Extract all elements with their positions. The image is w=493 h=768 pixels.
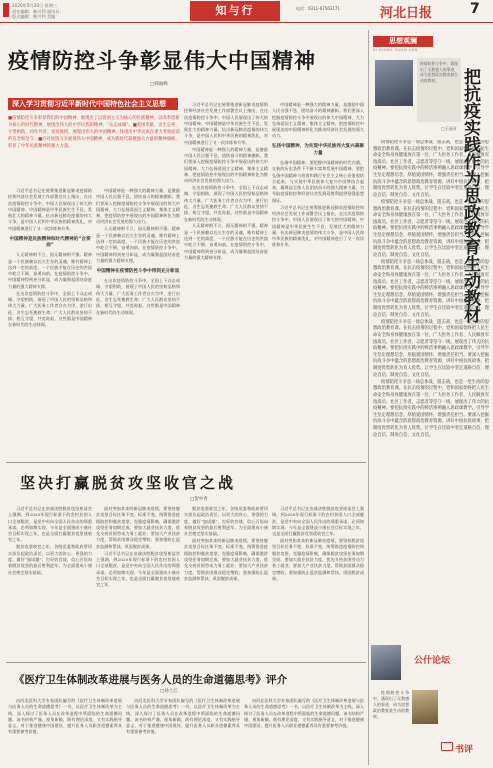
author-photo-2 <box>371 645 401 680</box>
header-phone: 电话：0311-67563171 <box>296 6 340 11</box>
article1-paragraph: 人无精神则不立，国无精神则不强。精神是一个民族赖以长久生存的灵魂，唯有精神上达到一定的高度，一个民族才能在历史的洪流中屹立不倒、奋勇向前。在疫情防控斗争中，中国精神得到充分彰显，成为凝聚起团结奋进力量的强大精神支撑。 <box>96 226 180 263</box>
article1-paragraph: 习近平总书记在统筹推进新冠肺炎疫情防控和经济社会发展工作部署会议上指出，在这次疫情防控斗争中，中国人民展现出了伟大的中国精神。中国精神是中华民族生生不息、发展壮大的精神力量。抗击新冠肺炎疫情的伟大斗争，是中国人民和中华民族的精神洗礼，对中国精神进行了又一次淬炼和升华。 <box>8 188 92 231</box>
forum-body <box>373 690 409 760</box>
page-number: 7 <box>470 1 480 17</box>
article2-headline: 坚决打赢脱贫攻坚收官之战 <box>20 474 237 492</box>
article1-section-heading-3: 中国精神在疫情防控斗争中得到充分彰显 <box>96 268 180 274</box>
article2-byline: □贺中青 <box>190 497 208 502</box>
article2-column-1 <box>8 506 92 656</box>
article2-paragraph: 脱贫攻坚收官之年，各级党委和政府要切实担负起政治责任，以更大的决心、更强的力度，做好“加试题”、打好收官战，信心百倍向着脱贫攻坚的最后胜利进军，为全面建成小康社会奠定坚实基础。 <box>184 506 268 537</box>
article1-column-4 <box>272 102 364 458</box>
article1-intro: ■疫情防控斗争彰显我们的中国精神，展现出了以爱国主义为核心的民族精神、以改革创新为核心的时代精神，展现出伟大的中华民族的精神，“众志成城”。■爱国奉献、舍生忘死、守望相助、同舟共济、星夜驰援，展现出伟大的中国精神，体现出中华民族在重大考验面前的信念和坚守。■应对疫情斗争展现伟大中国精神，成为新时代凝聚强大力量的精神旗帜，彰显了中华民族精神的强大力量。 <box>8 116 180 149</box>
article3-column-3 <box>244 698 364 764</box>
article2-column-4 <box>272 506 364 656</box>
article1-paragraph: 在这次疫情防控斗争中，全国上下众志成城、守望相助，展现了中国人民的坚韧品格和伟大力量。广大医务工作者白衣为甲、逆行出征，舍生忘死挽救生命；广大人民群众坚韧不拔、相互守望，共克时艰。这些都是中国精神在新时代的生动体现。 <box>96 278 180 315</box>
header-rule <box>0 22 493 23</box>
article2-paragraph: 习近平总书记在决战决胜脱贫攻坚座谈会上强调，到2020年现行标准下的农村贫困人口全部脱贫，是党中央向全国人民作出的郑重承诺，必须如期实现。今年是全面建成小康社会目标实现之年，也是全面打赢脱贫攻坚战收官之年。 <box>8 506 92 543</box>
article1-paragraph: 中国精神是一种强大的精神力量，是激励中国人民自强不息、团结奋斗的精神旗帜。我们要深入挖掘疫情防控斗争中展现出的伟大中国精神，大力弘扬爱国主义精神、集体主义精神，把疫情防控中展现出的中国精神转化为推动经济社会发展的强大动力。 <box>96 188 180 225</box>
sidebar-tag: 思想观澜 <box>373 36 433 47</box>
sidebar-paragraph: 疫情防控斗争是一场总体战、阻击战，也是一堂生动的思想政治教育课。在抗击疫情的过程中，党和国家始终把人民生命安全和身体健康放在第一位，广大医务工作者、人民解放军指战员、社区工作者、志愿者等坚守一线，展现出了伟大的抗疫精神。要把抗疫实践中的鲜活事例融入思政课教学，引导学生坚定理想信念，厚植爱国情怀，增强责任担当。要深入挖掘抗疫斗争中蕴含的思想政治教育资源，讲好中国抗疫故事，把制度优势转化为育人优势，让学生在比较中坚定道路自信、理论自信、制度自信、文化自信。 <box>373 379 489 438</box>
article1-paragraph: 人无精神则不立，国无精神则不强。精神是一个民族赖以长久生存的灵魂，唯有精神上达到一定的高度，一个民族才能在历史的洪流中屹立不倒、奋勇向前。在疫情防控斗争中，中国精神得到充分彰显，成为凝聚起团结奋进力量的强大精神支撑。 <box>184 223 268 260</box>
header-mark <box>3 3 9 17</box>
article2-paragraph: 面对突如其来的新冠肺炎疫情，要坚持脱贫攻坚目标任务不变、标准不变，统筹推进疫情防控和脱贫攻坚，克服疫情影响，确保脱贫攻坚任务如期完成。要加大就业扶贫力度，优先支持贫困劳动力务工就业；要加大产业扶贫力度，帮助贫困群众稳定增收；要加强防止返贫监测和帮扶，巩固脱贫成果。 <box>96 506 180 549</box>
article1-paragraph: 中国精神是一种强大的精神力量，是激励中国人民自强不息、团结奋斗的精神旗帜。我们要深入挖掘疫情防控斗争中展现出的伟大中国精神，大力弘扬爱国主义精神、集体主义精神，把疫情防控中展现出的中国精神转化为推动经济社会发展的强大动力。 <box>184 146 268 184</box>
article1-paragraph: 中国精神是一种强大的精神力量，是激励中国人民自强不息、团结奋斗的精神旗帜。我们要深入挖掘疫情防控斗争中展现出的伟大中国精神，大力弘扬爱国主义精神、集体主义精神，把疫情防控中展现出的中国精神转化为推动经济社会发展的强大动力。 <box>272 102 364 139</box>
column-divider <box>368 30 369 765</box>
article1-banner: 深入学习贯彻习近平新时代中国特色社会主义思想 <box>8 98 178 110</box>
article2-column-2 <box>96 506 180 656</box>
sidebar-paragraph: 疫情防控斗争是一场总体战、阻击战，也是一堂生动的思想政治教育课。在抗击疫情的过程中，党和国家始终把人民生命安全和身体健康放在第一位，广大医务工作者、人民解放军指战员、社区工作者、志愿者等坚守一线，展现出了伟大的抗疫精神。要把抗疫实践中的鲜活事例融入思政课教学，引导学生坚定理想信念，厚植爱国情怀，增强责任担当。要深入挖掘抗疫斗争中蕴含的思想政治教育资源，讲好中国抗疫故事，把制度优势转化为育人优势，让学生在比较中坚定道路自信、理论自信、制度自信、文化自信。 <box>373 319 489 378</box>
author-photo <box>375 60 413 106</box>
article1-column-2 <box>96 188 180 458</box>
article1-section-heading-4: 弘扬中国精神，为实现中华民族伟大复兴凝聚力量 <box>272 144 364 156</box>
section-divider <box>6 462 366 463</box>
book-icon <box>441 742 453 751</box>
forum-tag: 公什论坛 <box>414 656 451 666</box>
header-meta <box>12 3 92 20</box>
article1-paragraph: 习近平总书记在统筹推进新冠肺炎疫情防控和经济社会发展工作部署会议上指出，在这次疫情防控斗争中，中国人民展现出了伟大的中国精神。中国精神是中华民族生生不息、发展壮大的精神力量。抗击新冠肺炎疫情的伟大斗争，是中国人民和中华民族的精神洗礼，对中国精神进行了又一次淬炼和升华。 <box>184 102 268 145</box>
article2-paragraph: 面对突如其来的新冠肺炎疫情，要坚持脱贫攻坚目标任务不变、标准不变，统筹推进疫情防控和脱贫攻坚，克服疫情影响，确保脱贫攻坚任务如期完成。要加大就业扶贫力度，优先支持贫困劳动力务工就业；要加大产业扶贫力度，帮助贫困群众稳定增收；要加强防止返贫监测和帮扶，巩固脱贫成果。 <box>184 538 268 581</box>
article1-paragraph: 在这次疫情防控斗争中，全国上下众志成城、守望相助，展现了中国人民的坚韧品格和伟大力量。广大医务工作者白衣为甲、逆行出征，舍生忘死挽救生命；广大人民群众坚韧不拔、相互守望，共克时艰。这些都是中国精神在新时代的生动体现。 <box>8 290 92 328</box>
article2-paragraph: 习近平总书记在决战决胜脱贫攻坚座谈会上强调，到2020年现行标准下的农村贫困人口全部脱贫，是党中央向全国人民作出的郑重承诺，必须如期实现。今年是全面建成小康社会目标实现之年，也是全面打赢脱贫攻坚战收官之年。 <box>272 506 364 537</box>
header-design: 版式编辑：韩兴利 美编： <box>12 14 60 19</box>
article2-paragraph: 脱贫攻坚收官之年，各级党委和政府要切实担负起政治责任，以更大的决心、更强的力度，做好“加试题”、打好收官战，信心百倍向着脱贫攻坚的最后胜利进军，为全面建成小康社会奠定坚实基础。 <box>8 544 92 575</box>
article3-byline: □孙士江 <box>160 689 178 694</box>
sidebar-body <box>373 140 489 638</box>
sidebar-paragraph: 疫情防控斗争是一场总体战、阻击战，也是一堂生动的思想政治教育课。在抗击疫情的过程中，党和国家始终把人民生命安全和身体健康放在第一位，广大医务工作者、人民解放军指战员、社区工作者、志愿者等坚守一线，展现出了伟大的抗疫精神。要把抗疫实践中的鲜活事例融入思政课教学，引导学生坚定理想信念，厚植爱国情怀，增强责任担当。要深入挖掘抗疫斗争中蕴含的思想政治教育资源，讲好中国抗疫故事，把制度优势转化为育人优势，让学生在比较中坚定道路自信、理论自信、制度自信、文化自信。 <box>373 199 489 258</box>
article3-column-2 <box>126 698 240 764</box>
article2-paragraph: 面对突如其来的新冠肺炎疫情，要坚持脱贫攻坚目标任务不变、标准不变，统筹推进疫情防控和脱贫攻坚，克服疫情影响，确保脱贫攻坚任务如期完成。要加大就业扶贫力度，优先支持贫困劳动力务工就业；要加大产业扶贫力度，帮助贫困群众稳定增收；要加强防止返贫监测和帮扶，巩固脱贫成果。 <box>272 538 364 581</box>
paper-name: 河北日报 <box>380 6 433 21</box>
article3-paragraph: 由河北医科大学专家团队编写的《医疗卫生体制改革进展与医务人员的生命道德思考》一书，以医疗卫生体制改革为主线，深入探讨了医务人员在改革进程中所面临的生命道德问题。该书结构严谨、视角新颖，既有理论深度，又有实践指导意义，对于推进健康中国建设、提升医务人员职业道德素养具有重要参考价值。 <box>126 698 240 735</box>
article1-byline: □韩福峰 <box>150 82 168 87</box>
article1-paragraph: 弘扬中国精神，要把握中国精神的时代内涵，在新的历史条件下不断丰富和发展中国精神。要把弘扬中国精神与培育和践行社会主义核心价值观结合起来，与实现中华民族伟大复兴中国梦结合起来，凝聚起全体人民团结奋斗的强大精神力量，为夺取疫情防控和经济社会发展双胜利提供坚强思想保证。 <box>272 159 364 203</box>
article1-column-3 <box>184 102 268 458</box>
article3-column-1 <box>8 698 122 764</box>
book-cover-image <box>412 690 438 724</box>
header-editor: 责任编辑：韩兴利 通讯员： <box>12 8 64 14</box>
article3-paragraph: 由河北医科大学专家团队编写的《医疗卫生体制改革进展与医务人员的生命道德思考》一书，以医疗卫生体制改革为主线，深入探讨了医务人员在改革进程中所面临的生命道德问题。该书结构严谨、视角新颖，既有理论深度，又有实践指导意义，对于推进健康中国建设、提升医务人员职业道德素养具有重要参考价值。 <box>244 698 364 729</box>
book-review-tag: 书评 <box>455 745 474 755</box>
sidebar-paragraph: 疫情防控斗争是一场总体战、阻击战，也是一堂生动的思想政治教育课。在抗击疫情的过程中，党和国家始终把人民生命安全和身体健康放在第一位，广大医务工作者、人民解放军指战员、社区工作者、志愿者等坚守一线，展现出了伟大的抗疫精神。要把抗疫实践中的鲜活事例融入思政课教学，引导学生坚定理想信念，厚植爱国情怀，增强责任担当。要深入挖掘抗疫斗争中蕴含的思想政治教育资源，讲好中国抗疫故事，把制度优势转化为育人优势，让学生在比较中坚定道路自信、理论自信、制度自信、文化自信。 <box>373 259 489 318</box>
article1-section-heading-1: 中国精神是民族精神和时代精神的“合奏曲” <box>9 236 91 248</box>
sidebar-title: 把抗疫实践作为思政教育生动教材 <box>460 68 480 323</box>
header-date: 2020年5月20日 星期三 <box>12 3 58 8</box>
sidebar-author: □王丽亚 <box>441 126 457 131</box>
article1-column-1 <box>8 188 92 458</box>
page-header <box>0 0 493 22</box>
section-label: 知与行 <box>190 1 280 21</box>
article3-headline: 《医疗卫生体制改革进展与医务人员的生命道德思考》评介 <box>14 674 287 686</box>
article2-paragraph: 习近平总书记在决战决胜脱贫攻坚座谈会上强调，到2020年现行标准下的农村贫困人口全部脱贫，是党中央向全国人民作出的郑重承诺，必须如期实现。今年是全面建成小康社会目标实现之年，也是全面打赢脱贫攻坚战收官之年。 <box>96 550 180 588</box>
section-divider <box>6 662 366 663</box>
article1-headline: 疫情防控斗争彰显伟大中国精神 <box>8 49 316 73</box>
sidebar-paragraph: 疫情防控斗争是一场总体战、阻击战，也是一堂生动的思想政治教育课。在抗击疫情的过程中，党和国家始终把人民生命安全和身体健康放在第一位，广大医务工作者、人民解放军指战员、社区工作者、志愿者等坚守一线，展现出了伟大的抗疫精神。要把抗疫实践中的鲜活事例融入思政课教学，引导学生坚定理想信念，厚植爱国情怀，增强责任担当。要深入挖掘抗疫斗争中蕴含的思想政治教育资源，讲好中国抗疫故事，把制度优势转化为育人优势，让学生在比较中坚定道路自信、理论自信、制度自信、文化自信。 <box>373 140 489 198</box>
forum-paragraph: 疫情防控斗争中，涌现出了无数感人的事迹，成为思想政治教育最生动的教材。 <box>373 690 409 719</box>
article1-paragraph: 在这次疫情防控斗争中，全国上下众志成城、守望相助，展现了中国人民的坚韧品格和伟大力量。广大医务工作者白衣为甲、逆行出征，舍生忘死挽救生命；广大人民群众坚韧不拔、相互守望，共克时艰。这些都是中国精神在新时代的生动体现。 <box>184 185 268 222</box>
sidebar-note: 疫情防控斗争中，涌现出了无数感人的事迹，成为思想政治教育最生动的教材。 <box>417 58 461 122</box>
article3-paragraph: 由河北医科大学专家团队编写的《医疗卫生体制改革进展与医务人员的生命道德思考》一书，以医疗卫生体制改革为主线，深入探讨了医务人员在改革进程中所面临的生命道德问题。该书结构严谨、视角新颖，既有理论深度，又有实践指导意义，对于推进健康中国建设、提升医务人员职业道德素养具有重要参考价值。 <box>8 698 122 735</box>
sidebar-subtag: SI XIANG GUAN LAN <box>373 48 418 52</box>
article1-paragraph: 人无精神则不立，国无精神则不强。精神是一个民族赖以长久生存的灵魂，唯有精神上达到一定的高度，一个民族才能在历史的洪流中屹立不倒、奋勇向前。在疫情防控斗争中，中国精神得到充分彰显，成为凝聚起团结奋进力量的强大精神支撑。 <box>8 252 92 289</box>
article1-paragraph: 习近平总书记在统筹推进新冠肺炎疫情防控和经济社会发展工作部署会议上指出，在这次疫情防控斗争中，中国人民展现出了伟大的中国精神。中国精神是中华民族生生不息、发展壮大的精神力量。抗击新冠肺炎疫情的伟大斗争，是中国人民和中华民族的精神洗礼，对中国精神进行了又一次淬炼和升华。 <box>272 204 364 248</box>
article2-column-3 <box>184 506 268 656</box>
